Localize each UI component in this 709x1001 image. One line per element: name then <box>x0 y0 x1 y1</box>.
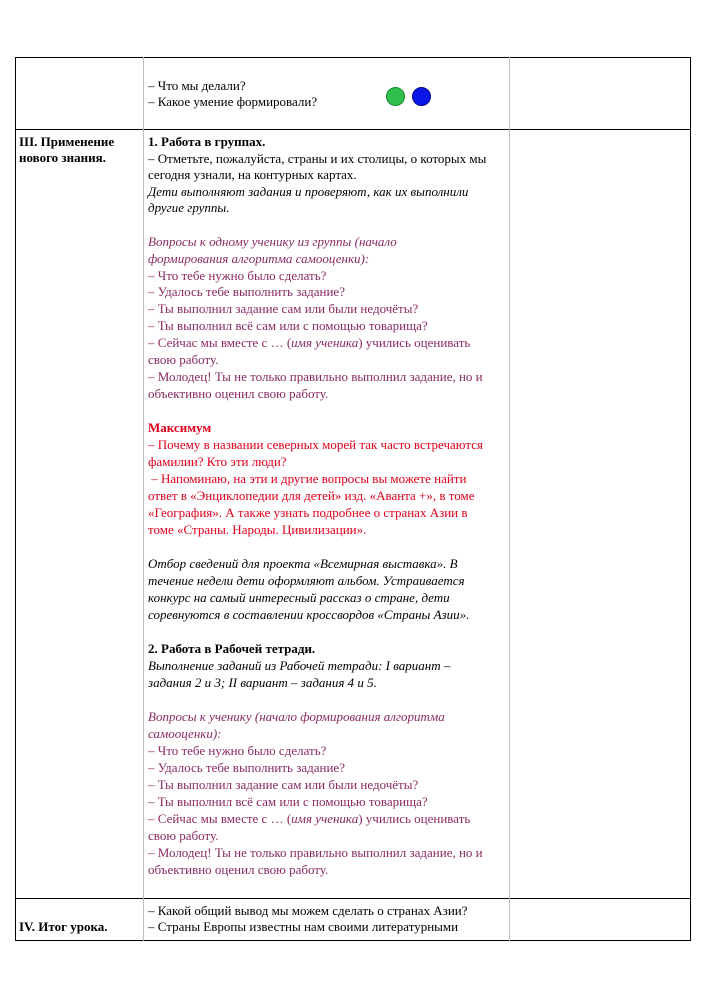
summary-line: – Какой общий вывод мы можем сделать о странах Азии? <box>148 903 468 918</box>
question-2-together-line: – Сейчас мы вместе с … (имя ученика) учились оценивать <box>148 811 471 826</box>
project-line: Отбор сведений для проекта «Всемирная выставка». В <box>148 556 458 571</box>
questions-heading: формирования алгоритма самооценки): <box>148 251 370 266</box>
stage-title-application: III. Применение <box>19 134 115 149</box>
section-1-instruction: – Отметьте, пожалуйста, страны и их столицы, о которых мы <box>148 151 487 166</box>
question-line: – Ты выполнил всё сам или с помощью товарища? <box>148 318 428 333</box>
table-left-border <box>15 57 16 941</box>
col-divider-2 <box>509 57 510 941</box>
question-together-line: – Сейчас мы вместе с … (имя ученика) учились оценивать <box>148 335 471 350</box>
question-together-line-2: свою работу. <box>148 352 219 367</box>
questions-2-heading: самооценки): <box>148 726 222 741</box>
project-line: течение недели дети оформляют альбом. Устраивается <box>148 573 465 588</box>
top-question-2: – Какое умение формировали? <box>148 94 318 109</box>
praise-line: – Молодец! Ты не только правильно выполнил задание, но и <box>148 369 483 384</box>
maximum-line: томе «Страны. Народы. Цивилизации». <box>148 522 367 537</box>
section-2-line: задания 2 и 3; II вариант – задания 4 и 5. <box>148 675 377 690</box>
row-divider-2 <box>15 898 691 899</box>
maximum-line: фамилии? Кто эти люди? <box>148 454 287 469</box>
section-1-heading: 1. Работа в группах. <box>148 134 266 149</box>
question-line: – Что тебе нужно было сделать? <box>148 268 327 283</box>
stage-title-summary: IV. Итог урока. <box>19 919 108 934</box>
question-2-line: – Ты выполнил всё сам или с помощью товарища? <box>148 794 428 809</box>
section-1-note: Дети выполняют задания и проверяют, как их выполнили <box>148 184 469 199</box>
green-circle-icon <box>386 87 405 106</box>
section-2-heading: 2. Работа в Рабочей тетради. <box>148 641 316 656</box>
praise-2-line: объективно оценил свою работу. <box>148 862 329 877</box>
summary-line: – Страны Европы известны нам своими литературными <box>148 919 459 934</box>
project-line: конкурс на самый интересный рассказ о стране, дети <box>148 590 450 605</box>
stage-title-application-2: нового знания. <box>19 150 106 165</box>
blue-circle-icon <box>412 87 431 106</box>
table-top-border <box>15 57 691 58</box>
question-2-together-line-2: свою работу. <box>148 828 219 843</box>
maximum-line: «География». А также узнать подробнее о странах Азии в <box>148 505 468 520</box>
question-2-line: – Что тебе нужно было сделать? <box>148 743 327 758</box>
project-line: соревнуются в составлении кроссвордов «Страны Азии». <box>148 607 470 622</box>
praise-2-line: – Молодец! Ты не только правильно выполнил задание, но и <box>148 845 483 860</box>
maximum-line: – Почему в названии северных морей так часто встречаются <box>148 437 483 452</box>
section-1-note: другие группы. <box>148 200 230 215</box>
row-divider-1 <box>15 129 691 130</box>
questions-2-heading: Вопросы к ученику (начало формирования алгоритма <box>148 709 445 724</box>
maximum-line: – Напоминаю, на эти и другие вопросы вы можете найти <box>148 471 467 486</box>
table-right-border <box>690 57 691 941</box>
question-2-line: – Удалось тебе выполнить задание? <box>148 760 345 775</box>
question-line: – Ты выполнил задание сам или были недочёты? <box>148 301 419 316</box>
praise-line: объективно оценил свою работу. <box>148 386 329 401</box>
section-1-instruction: сегодня узнали, на контурных картах. <box>148 167 357 182</box>
questions-heading: Вопросы к одному ученику из группы (начало <box>148 234 397 249</box>
maximum-heading: Максимум <box>148 420 212 435</box>
question-2-line: – Ты выполнил задание сам или были недочёты? <box>148 777 419 792</box>
table-bottom-border <box>15 940 691 941</box>
col-divider-1 <box>143 57 144 941</box>
section-2-line: Выполнение заданий из Рабочей тетради: I вариант – <box>148 658 451 673</box>
question-line: – Удалось тебе выполнить задание? <box>148 284 345 299</box>
top-question-1: – Что мы делали? <box>148 78 246 93</box>
maximum-line: ответ в «Энциклопедии для детей» изд. «Аванта +», в томе <box>148 488 475 503</box>
